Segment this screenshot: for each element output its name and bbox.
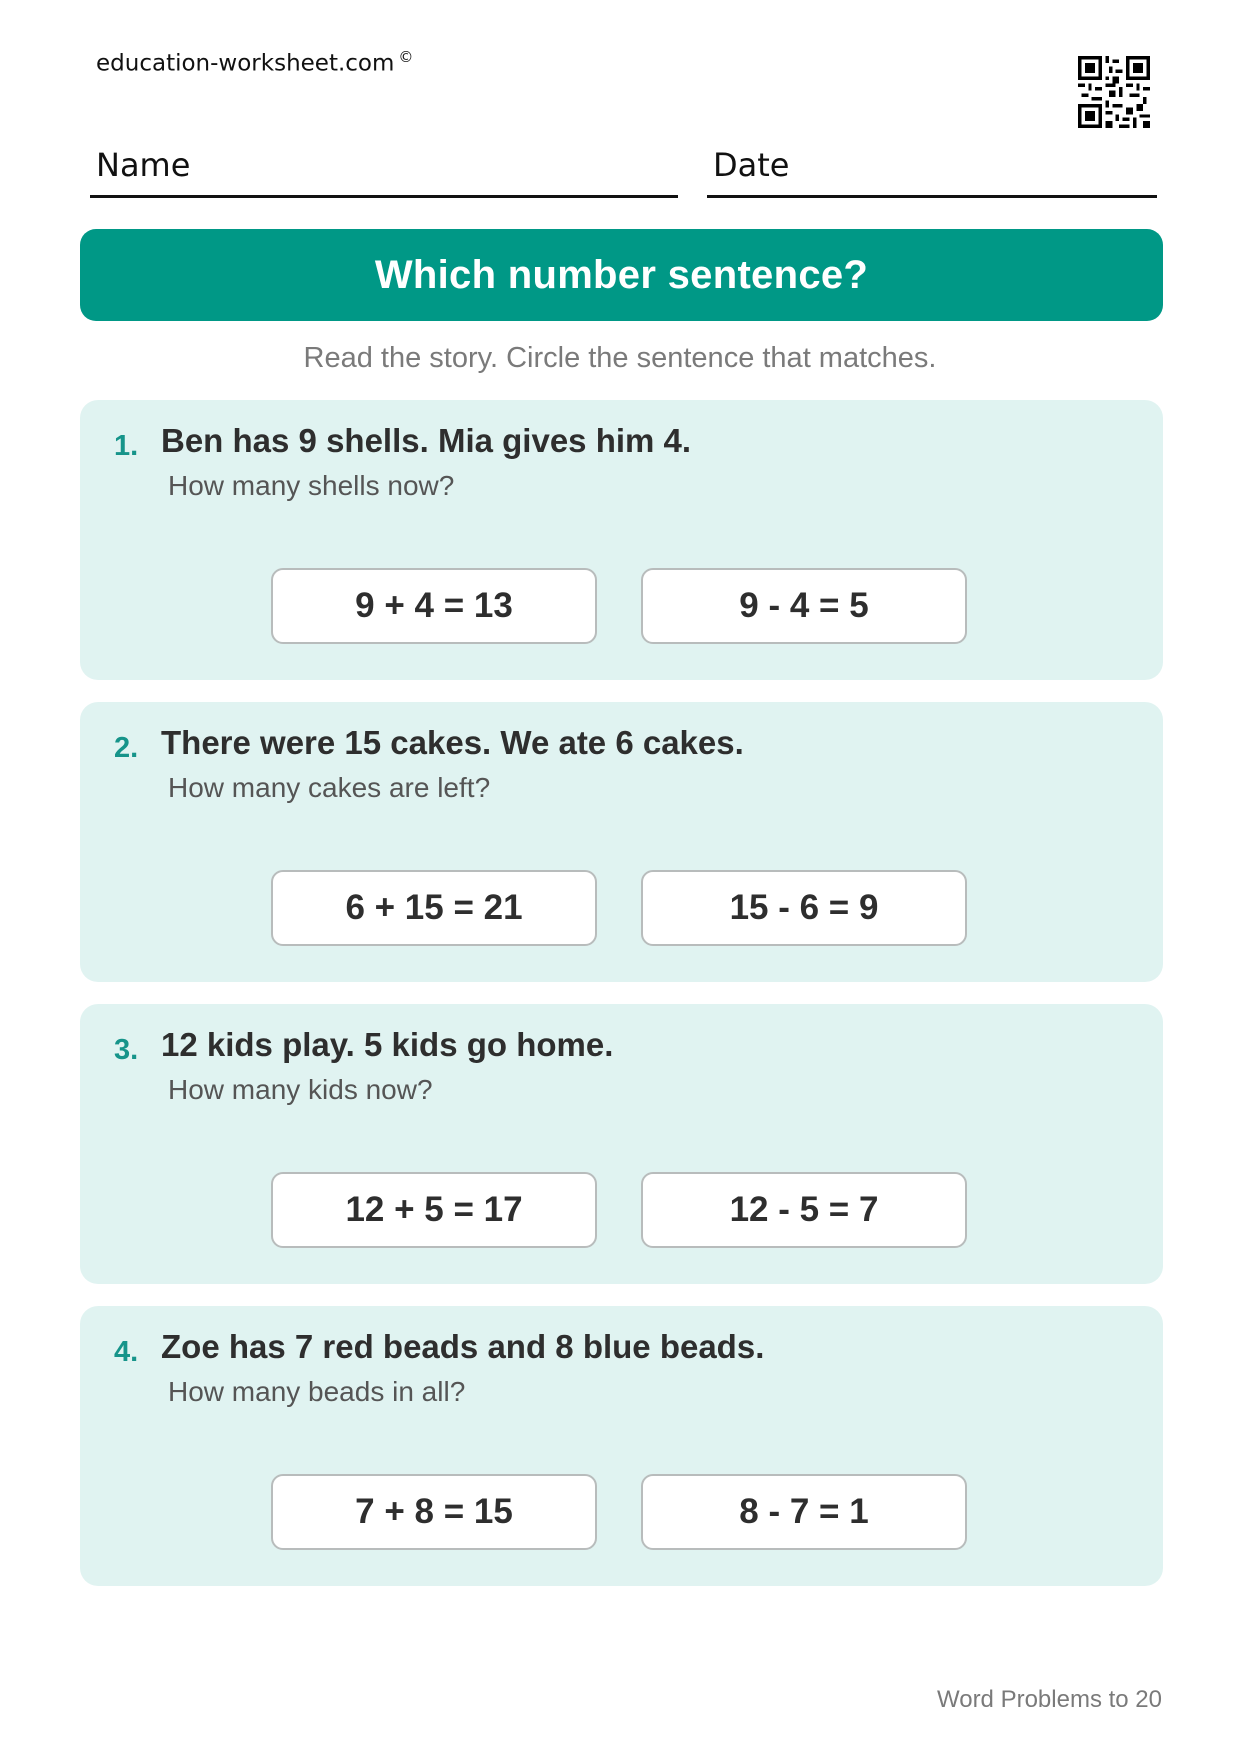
answer-option[interactable]: 12 + 5 = 17 <box>271 1172 597 1248</box>
problem-question: How many cakes are left? <box>168 772 491 803</box>
problem-story: There were 15 cakes. We ate 6 cakes. <box>161 724 744 761</box>
problem-number: 2. <box>114 732 139 764</box>
site-credit <box>96 48 413 77</box>
problem-question: How many shells now? <box>168 470 455 501</box>
qr-code-icon <box>1078 56 1150 128</box>
problem-story: Ben has 9 shells. Mia gives him 4. <box>161 422 692 459</box>
site-name: education-worksheet.com <box>96 50 395 77</box>
answer-option[interactable]: 9 + 4 = 13 <box>271 568 597 644</box>
problem-card <box>80 702 1163 982</box>
problem-number: 3. <box>114 1034 139 1066</box>
date-field[interactable] <box>707 140 1157 198</box>
problem-card <box>80 1004 1163 1284</box>
page-title: Which number sentence? <box>374 252 869 297</box>
title-banner <box>80 229 1163 321</box>
answer-option[interactable]: 7 + 8 = 15 <box>271 1474 597 1550</box>
answer-option[interactable]: 12 - 5 = 7 <box>641 1172 967 1248</box>
name-field[interactable] <box>90 140 678 198</box>
problem-story: Zoe has 7 red beads and 8 blue beads. <box>161 1328 765 1365</box>
instructions: Read the story. Circle the sentence that matches. <box>303 342 937 374</box>
copyright-mark: © <box>398 48 414 66</box>
problem-number: 1. <box>114 430 139 462</box>
answer-option[interactable]: 15 - 6 = 9 <box>641 870 967 946</box>
date-label: Date <box>713 146 790 184</box>
answer-option[interactable]: 8 - 7 = 1 <box>641 1474 967 1550</box>
footer-label: Word Problems to 20 <box>937 1686 1162 1713</box>
problem-card <box>80 1306 1163 1586</box>
answer-option[interactable]: 9 - 4 = 5 <box>641 568 967 644</box>
problem-card <box>80 400 1163 680</box>
name-label: Name <box>96 146 191 184</box>
problem-story: 12 kids play. 5 kids go home. <box>161 1026 614 1063</box>
answer-option[interactable]: 6 + 15 = 21 <box>271 870 597 946</box>
problem-question: How many kids now? <box>168 1074 433 1105</box>
problem-question: How many beads in all? <box>168 1376 466 1407</box>
problem-number: 4. <box>114 1336 139 1368</box>
